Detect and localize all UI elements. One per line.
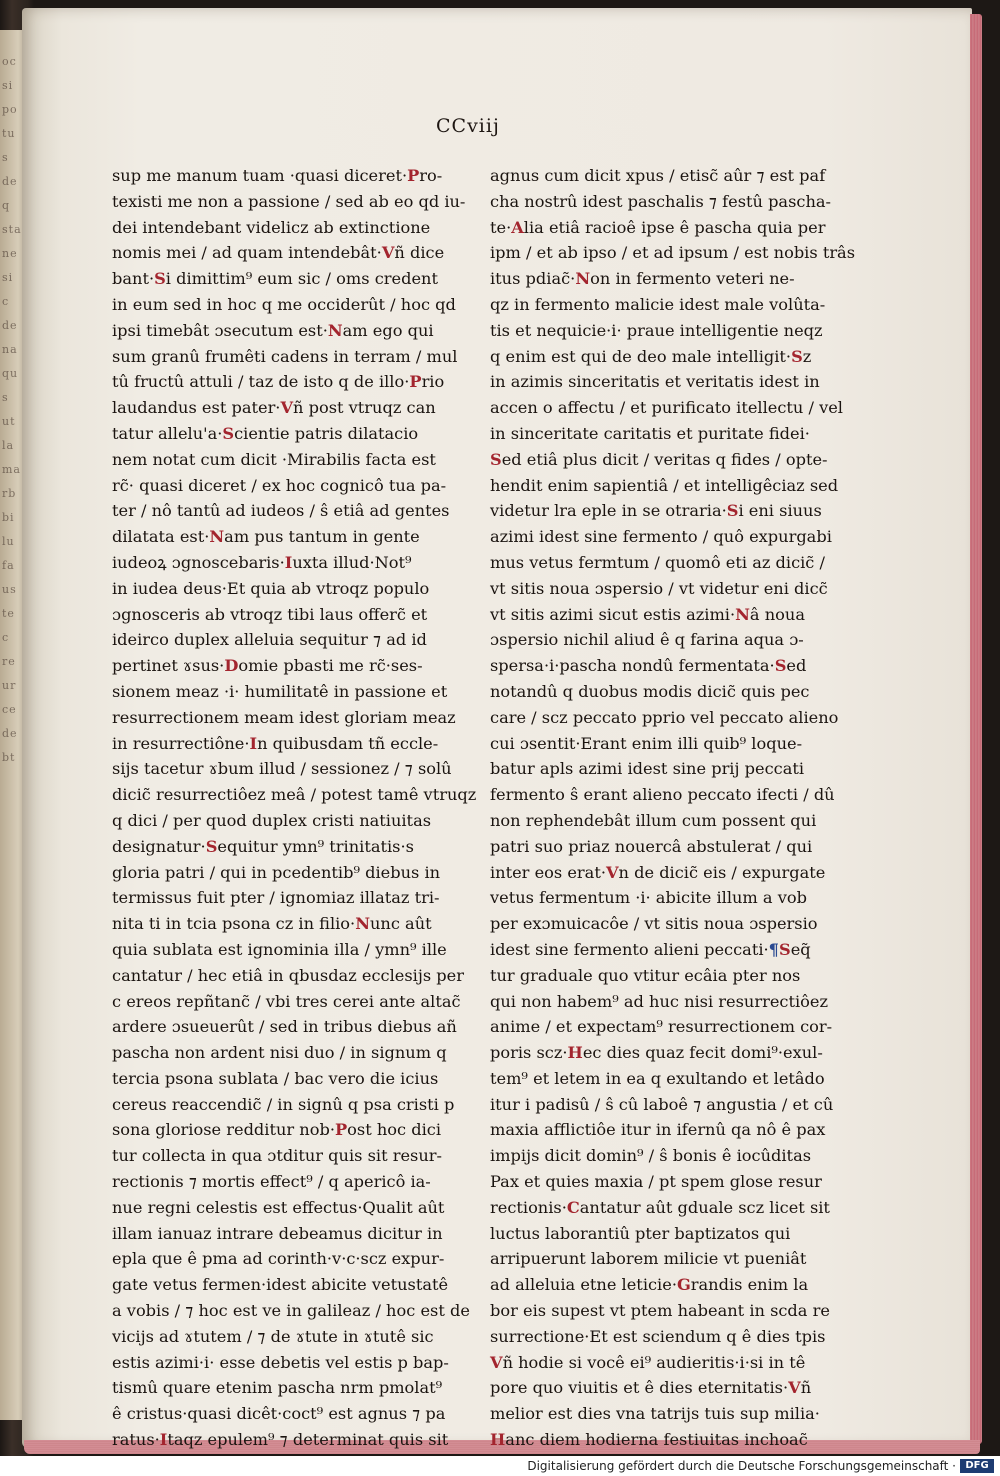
text-line <box>490 731 803 757</box>
rubricated-initial: N <box>735 604 750 624</box>
text-line <box>490 498 822 524</box>
funding-credit: Digitalisierung gefördert durch die Deutsche Forschungsgemeinschaft · <box>527 1459 956 1473</box>
facing-page-text: oc si po tu s de q sta ne si c de na qu s ut la ma rb bi lu fa us te c re ur ce de bt <box>2 55 22 764</box>
text-line <box>112 1040 447 1066</box>
text-line <box>112 498 450 524</box>
text-line <box>112 989 461 1015</box>
text-run: ed <box>786 656 807 676</box>
text-line <box>490 1221 795 1247</box>
text-run: ec dies quaz fecit domi⁹·exul- <box>582 1043 823 1063</box>
text-run: azimi idest sine fermento / quô expurgabi <box>490 527 832 547</box>
text-line <box>112 576 430 602</box>
text-line <box>490 782 835 808</box>
text-line <box>112 602 428 628</box>
text-run: ipm / et ab ipso / et ad ipsum / est nobis trâs <box>490 243 856 263</box>
text-run: agnus cum dicit xpus / etisc̃ aûr ⁊ est paf <box>490 166 826 185</box>
text-line <box>490 292 826 318</box>
text-line <box>112 860 441 886</box>
text-line <box>490 627 804 653</box>
text-run: cha nostrû idest paschalis ⁊ festû pascha- <box>490 191 832 211</box>
text-line <box>112 1350 449 1376</box>
text-run: ipsi timebât ɔsecutum est· <box>112 320 328 340</box>
text-line <box>112 627 427 653</box>
text-run: unc aût <box>370 914 432 934</box>
text-run: ñ hodie si você ei⁹ audieritis·i·si in tê <box>502 1352 806 1372</box>
text-line <box>112 1143 442 1169</box>
rubricated-initial: N <box>209 527 225 547</box>
rubricated-initial: V <box>788 1378 801 1398</box>
text-run: patri suo priaz nouercâ abstulerat / qui <box>490 836 813 856</box>
text-run: ñ dice <box>394 243 445 263</box>
text-run: cui ɔsentit·Erant enim illi quib⁹ loque- <box>490 733 803 753</box>
text-line <box>490 1298 830 1324</box>
text-run: cantatur / hec etiâ in qbusdaz ecclesijs per <box>112 965 464 985</box>
text-run: am pus tantum in gente <box>224 527 420 547</box>
text-line <box>490 808 817 834</box>
rubricated-initial: S <box>205 836 218 856</box>
text-line <box>490 834 813 860</box>
text-line <box>112 937 447 963</box>
text-run: taqz epulem⁹ ⁊ determinat quis sit <box>167 1430 449 1450</box>
red-page-edges <box>970 14 982 1444</box>
text-line <box>490 473 839 499</box>
text-line <box>112 1092 455 1118</box>
text-line <box>112 731 439 757</box>
text-run: anime / et expectam⁹ resurrectionem cor- <box>490 1017 833 1037</box>
text-line <box>490 679 810 705</box>
text-line <box>112 808 432 834</box>
text-line <box>112 963 464 989</box>
text-run: rectionis ⁊ mortis effect⁹ / q apericô ia- <box>112 1172 431 1192</box>
text-line <box>490 1014 833 1040</box>
text-line <box>112 1272 449 1298</box>
text-run: itur i padisû / ŝ cû laboê ⁊ angustia / et cû <box>490 1094 834 1114</box>
text-line <box>490 911 818 937</box>
rubricated-initial: A <box>511 217 524 237</box>
text-line <box>490 937 811 963</box>
text-run: tur graduale quo vtitur ecâia pter nos <box>490 965 801 985</box>
text-run: surrectione·Et est sciendum q ê dies tpis <box>490 1326 826 1346</box>
text-line <box>490 1427 808 1453</box>
text-column-right <box>490 163 856 1453</box>
text-column-left <box>112 163 477 1453</box>
text-run: q enim est qui de deo male intelligit· <box>490 346 792 366</box>
text-line <box>112 911 432 937</box>
rubricated-initial: P <box>407 166 420 185</box>
text-run: in sinceritate caritatis et puritate fidei· <box>490 423 810 443</box>
text-line <box>490 550 825 576</box>
text-run: eq̃ <box>790 939 811 959</box>
text-run: notandû q duobus modis dicic̃ quis pec <box>490 681 810 701</box>
text-line <box>490 1195 830 1221</box>
text-run: sum granû frumêti cadens in terram / mul <box>112 346 458 366</box>
text-run: accen o affectu / et purificato itellectu / vel <box>490 398 843 418</box>
text-run: rectionis· <box>490 1197 567 1217</box>
text-line <box>112 369 445 395</box>
text-line <box>490 524 832 550</box>
text-line <box>490 318 823 344</box>
text-run: spersa·i·pascha nondû fermentata· <box>490 656 775 676</box>
text-run: non rephendebât illum cum possent qui <box>490 810 817 830</box>
text-line <box>490 447 828 473</box>
text-run: tur collecta in qua ɔtditur quis sit resur- <box>112 1146 442 1166</box>
text-run: gate vetus fermen·idest abicite vetustatê <box>112 1275 449 1295</box>
text-line <box>112 215 431 241</box>
text-run: dilatata est· <box>112 527 210 547</box>
rubricated-initial: D <box>224 656 239 676</box>
text-run: in azimis sinceritatis et veritatis idest in <box>490 372 820 392</box>
text-line <box>490 653 807 679</box>
text-run: rc̃· quasi diceret / ex hoc cognicô tua pa- <box>112 475 447 495</box>
text-line <box>490 1350 806 1376</box>
rubricated-initial: C <box>566 1197 580 1217</box>
text-line <box>112 1427 449 1453</box>
text-line <box>490 1246 807 1272</box>
text-line <box>112 1014 457 1040</box>
text-run: ɔgnosceris ab vtroqz tibi laus offerc̃ et <box>112 604 428 624</box>
text-run: nomis mei / ad quam intendebât· <box>112 243 382 263</box>
text-run: tem⁹ et letem in ea q exultando et letâdo <box>490 1068 825 1088</box>
text-run: in resurrectiône· <box>112 733 250 753</box>
text-run: vetus fermentum ·i· abicite illum a vob <box>490 888 807 908</box>
text-run: designatur· <box>112 836 206 856</box>
text-run: z <box>802 346 812 366</box>
text-run: luctus laborantiû pter baptizatos qui <box>490 1223 791 1243</box>
text-line <box>490 1092 834 1118</box>
text-run: lia etiâ racioê ipse ê pascha quia per <box>523 217 826 237</box>
text-run: tatur allelu'a· <box>112 423 223 443</box>
text-line <box>490 1375 812 1401</box>
text-run: sijs tacetur ɤbum illud / sessionez / ⁊ solû <box>112 759 452 779</box>
rubricated-initial: P <box>409 372 422 392</box>
text-line <box>112 653 423 679</box>
text-run: mus vetus fermtum / quomô eti az dicic̃ / <box>490 552 825 572</box>
text-run: tû fructû attuli / taz de isto q de illo· <box>112 372 410 392</box>
text-line <box>490 576 828 602</box>
text-run: ñ <box>800 1378 812 1398</box>
text-run: impijs dicit domin⁹ / ŝ bonis ê iocûditas <box>490 1146 812 1166</box>
folio-number: CCviij <box>436 115 500 137</box>
text-run: ê cristus·quasi dicêt·coct⁹ est agnus ⁊ pa <box>112 1404 446 1424</box>
text-line <box>490 189 832 215</box>
text-run: itus pdiac̃· <box>490 269 576 289</box>
text-run: randis enim la <box>690 1275 809 1295</box>
text-line <box>112 1169 431 1195</box>
text-line <box>112 1195 445 1221</box>
text-line <box>490 369 820 395</box>
text-line <box>112 834 412 860</box>
text-line <box>112 344 458 370</box>
text-line <box>112 318 434 344</box>
text-run: arripuerunt laborem milicie vt pueniât <box>490 1249 807 1269</box>
text-run: termissus fuit pter / ignomiaz illataz tri- <box>112 888 440 908</box>
text-line <box>490 395 843 421</box>
text-line <box>112 524 420 550</box>
dfg-logo: DFG <box>960 1459 994 1473</box>
text-run: epla que ê pma ad corinth·v·c·scz expur- <box>112 1249 445 1269</box>
text-run: nem notat cum dicit ·Mirabilis facta est <box>112 449 436 469</box>
text-run: nue regni celestis est effectus·Qualit aût <box>112 1197 445 1217</box>
text-run: videtur lra eple in se otraria· <box>490 501 727 521</box>
text-run: c ereos repñtanc̃ / vbi tres cerei ante altac̃ <box>112 991 461 1011</box>
text-run: ideirco duplex alleluia sequitur ⁊ ad id <box>112 630 427 650</box>
text-line <box>490 1169 822 1195</box>
text-run: on in fermento veteri ne- <box>590 269 795 289</box>
text-line <box>490 215 826 241</box>
text-run: ardere ɔsueuerût / sed in tribus diebus añ <box>112 1017 457 1037</box>
text-run: dei intendebant videlicz ab extinctione <box>112 217 431 237</box>
text-run: vt sitis azimi sicut estis azimi· <box>490 604 736 624</box>
text-run: care / scz peccato pprio vel peccato alieno <box>490 707 839 727</box>
text-run: quia sublata est ignominia illa / ymn⁹ ille <box>112 939 447 959</box>
text-run: ñ post vtruqz can <box>293 398 436 418</box>
text-run: cientie patris dilatacio <box>234 423 419 443</box>
text-run: texisti me non a passione / sed ab eo qd iu- <box>112 191 466 211</box>
text-line <box>112 1401 446 1427</box>
text-line <box>490 860 826 886</box>
rubricated-initial: I <box>159 1430 168 1450</box>
text-run: n de dicic̃ eis / expurgate <box>618 862 826 882</box>
text-run: i eni siuus <box>738 501 822 521</box>
text-run: iudeoꝝ ɔgnoscebaris· <box>112 552 285 572</box>
text-run: rio <box>421 372 445 392</box>
rubricated-initial: S <box>154 269 166 289</box>
text-line <box>112 240 445 266</box>
text-run: equitur ymn⁹ trinitatis·s <box>217 836 414 856</box>
text-run: idest sine fermento alieni peccati· <box>490 939 769 959</box>
text-run: dicic̃ resurrectiôez meâ / potest tamê vtruqz <box>112 785 477 805</box>
text-line <box>112 1375 443 1401</box>
text-run: ad alleluia etne leticie· <box>490 1275 677 1295</box>
text-run: sup me manum tuam ·quasi diceret· <box>112 166 408 185</box>
text-line <box>490 1272 809 1298</box>
text-run: qz in fermento malicie idest male volûta- <box>490 294 826 314</box>
rubricated-initial: N <box>575 269 591 289</box>
text-line <box>112 1324 434 1350</box>
text-line <box>112 1298 470 1324</box>
text-run: hendit enim sapientiâ / et intelligêciaz sed <box>490 475 839 495</box>
text-run: i dimittim⁹ eum sic / oms credent <box>165 269 438 289</box>
text-run: bant· <box>112 269 155 289</box>
text-line <box>490 1324 826 1350</box>
text-run: estis azimi·i· esse debetis vel estis p bap- <box>112 1352 449 1372</box>
text-line <box>112 1066 439 1092</box>
text-run: per exɔmuicacôe / vt sitis noua ɔspersio <box>490 914 818 934</box>
text-run: ost hoc dici <box>347 1120 442 1140</box>
rubricated-initial: I <box>249 733 258 753</box>
text-run: uxta illud·Not⁹ <box>292 552 412 572</box>
text-run: poris scz· <box>490 1043 568 1063</box>
text-line <box>112 447 436 473</box>
text-run: sona gloriose redditur nob· <box>112 1120 335 1140</box>
text-line <box>112 885 440 911</box>
text-run: in iudea deus·Et quia ab vtroqz populo <box>112 578 430 598</box>
rubricated-initial: S <box>726 501 739 521</box>
text-run: pertinet ɤsus· <box>112 656 225 676</box>
rubricated-initial: H <box>567 1043 583 1063</box>
text-run: resurrectionem meam idest gloriam meaz <box>112 707 456 727</box>
text-line <box>112 1221 443 1247</box>
text-line <box>112 163 443 189</box>
text-run: pascha non ardent nisi duo / in signum q <box>112 1043 447 1063</box>
text-line <box>490 344 812 370</box>
text-run: inter eos erat· <box>490 862 606 882</box>
text-run: gloria patri / qui in pcedentib⁹ diebus in <box>112 862 441 882</box>
text-run: fermento ŝ erant alieno peccato ifecti / dû <box>490 785 835 805</box>
text-line <box>112 1246 445 1272</box>
text-run: ratus· <box>112 1430 160 1450</box>
text-line <box>490 266 795 292</box>
rubricated-initial: G <box>676 1275 691 1295</box>
text-line <box>490 1117 826 1143</box>
rubricated-initial: S <box>791 346 803 366</box>
text-run: te· <box>490 217 512 237</box>
text-line <box>490 240 856 266</box>
text-run: a vobis / ⁊ hoc est ve in galileaz / hoc est de <box>112 1301 470 1321</box>
rubricated-initial: P <box>334 1120 348 1140</box>
rubricated-initial: H <box>490 1430 506 1450</box>
text-line <box>490 1401 820 1427</box>
rubricated-initial: S <box>490 449 502 469</box>
text-line <box>490 163 826 189</box>
text-line <box>490 705 839 731</box>
text-run: Pax et quies maxia / pt spem glose resur <box>490 1172 822 1192</box>
text-run: qui non habem⁹ ad huc nisi resurrectiôez <box>490 991 829 1011</box>
rubricated-initial: S <box>778 939 791 959</box>
text-run: vicijs ad ɤtutem / ⁊ de ɤtute in ɤtutê sic <box>112 1326 434 1346</box>
text-run: tismû quare etenim pascha nrm pmolat⁹ <box>112 1378 443 1398</box>
rubricated-initial: N <box>355 914 370 934</box>
text-run: ɔspersio nichil aliud ê q farina aqua ɔ- <box>490 630 804 650</box>
pilcrow-mark: ¶ <box>768 939 779 959</box>
text-line <box>490 1143 812 1169</box>
rubricated-initial: V <box>381 243 395 263</box>
digitization-footer <box>0 1456 1000 1476</box>
text-run: illam ianuaz intrare debeamus dicitur in <box>112 1223 443 1243</box>
text-run: cereus reaccendic̃ / in signû q psa cristi p <box>112 1094 455 1114</box>
text-line <box>490 989 829 1015</box>
text-run: omie pbasti me rc̃·ses- <box>238 656 423 676</box>
text-line <box>112 189 466 215</box>
rubricated-initial: I <box>284 552 293 572</box>
text-line <box>112 421 419 447</box>
text-run: pore quo viuitis et ê dies eternitatis· <box>490 1378 789 1398</box>
text-line <box>112 550 412 576</box>
text-line <box>490 1066 825 1092</box>
text-run: antatur aût gduale scz licet sit <box>579 1197 830 1217</box>
text-run: tis et nequicie·i· praue intelligentie neqz <box>490 320 823 340</box>
text-run: in eum sed in hoc q me occiderût / hoc qd <box>112 294 456 314</box>
text-line <box>112 705 456 731</box>
text-line <box>112 473 447 499</box>
text-line <box>112 679 448 705</box>
text-line <box>490 1040 823 1066</box>
text-run: â noua <box>749 604 805 624</box>
text-line <box>490 756 805 782</box>
text-run: batur apls azimi idest sine prij peccati <box>490 759 805 779</box>
text-line <box>490 885 807 911</box>
text-run: ro- <box>419 166 443 185</box>
text-run: melior est dies vna tatrijs tuis sup milia· <box>490 1404 820 1424</box>
text-line <box>490 963 801 989</box>
text-run: laudandus est pater· <box>112 398 281 418</box>
text-run: tercia psona sublata / bac vero die icius <box>112 1068 439 1088</box>
text-run: bor eis supest vt ptem habeant in scda re <box>490 1301 830 1321</box>
text-line <box>112 266 438 292</box>
text-line <box>112 756 452 782</box>
text-line <box>112 292 456 318</box>
rubricated-initial: V <box>280 398 294 418</box>
text-run: vt sitis noua ɔspersio / vt videtur eni dicc̃ <box>490 578 828 598</box>
text-line <box>112 782 477 808</box>
text-line <box>112 395 436 421</box>
text-run: ter / nô tantû ad iudeos / ŝ etiâ ad gentes <box>112 501 450 521</box>
text-run: am ego qui <box>342 320 434 340</box>
text-run: nita ti in tcia psona cz in filio· <box>112 914 356 934</box>
rubricated-initial: V <box>605 862 619 882</box>
text-line <box>490 421 810 447</box>
text-run: anc diem hodierna festiuitas inchoac̃ <box>505 1430 808 1450</box>
rubricated-initial: V <box>490 1352 503 1372</box>
text-run: q dici / per quod duplex cristi natiuitas <box>112 810 432 830</box>
text-run: ed etiâ plus dicit / veritas q fides / opte- <box>501 449 828 469</box>
rubricated-initial: S <box>222 423 235 443</box>
rubricated-initial: S <box>774 656 787 676</box>
text-run: sionem meaz ·i· humilitatê in passione et <box>112 681 448 701</box>
text-run: maxia afflictiôe itur in ifernû qa nô ê pax <box>490 1120 826 1140</box>
rubricated-initial: N <box>327 320 343 340</box>
text-line <box>112 1117 442 1143</box>
text-line <box>490 602 805 628</box>
text-run: n quibusdam tñ eccle- <box>257 733 439 753</box>
